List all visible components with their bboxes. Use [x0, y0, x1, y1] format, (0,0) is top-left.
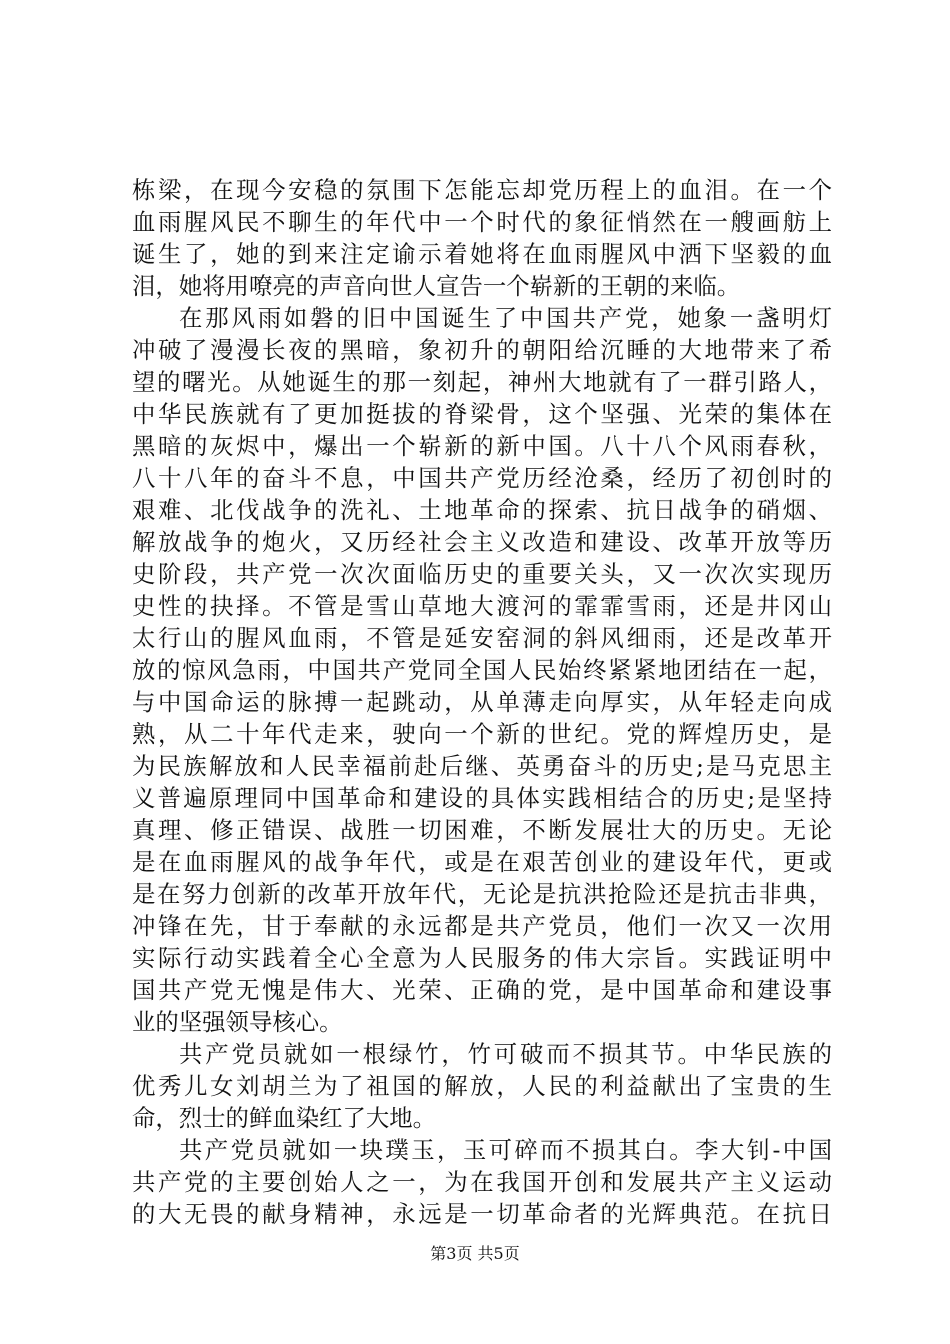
text-line: 共产党员就如一块璞玉，玉可碎而不损其白。李大钊-中国 — [179, 1136, 832, 1164]
text-line: 是在努力创新的改革开放年代，无论是抗洪抢险还是抗击非典， — [132, 880, 832, 908]
text-line: 诞生了，她的到来注定谕示着她将在血雨腥风中洒下坚毅的血 — [132, 240, 832, 268]
text-line: 是在血雨腥风的战争年代，或是在艰苦创业的建设年代，更或 — [132, 848, 832, 876]
text-line: 史性的抉择。不管是雪山草地大渡河的霏霏雪雨，还是井冈山 — [132, 592, 832, 620]
text-line: 八十八年的奋斗不息，中国共产党历经沧桑，经历了初创时的 — [132, 464, 832, 492]
text-line: 在那风雨如磐的旧中国诞生了中国共产党，她象一盏明灯 — [179, 304, 832, 332]
text-line: 黑暗的灰烬中，爆出一个崭新的新中国。八十八个风雨春秋， — [132, 432, 832, 460]
text-line: 实际行动实践着全心全意为人民服务的伟大宗旨。实践证明中 — [132, 944, 832, 972]
text-line: 与中国命运的脉搏一起跳动，从单薄走向厚实，从年轻走向成 — [132, 688, 832, 716]
text-line: 命，烈士的鲜血染红了大地。 — [132, 1104, 437, 1132]
text-line: 栋梁，在现今安稳的氛围下怎能忘却党历程上的血泪。在一个 — [132, 176, 832, 204]
text-line: 望的曙光。从她诞生的那一刻起，神州大地就有了一群引路人， — [132, 368, 832, 396]
text-line: 熟，从二十年代走来，驶向一个新的世纪。党的辉煌历史，是 — [132, 720, 832, 748]
text-line: 中华民族就有了更加挺拔的脊梁骨，这个坚强、光荣的集体在 — [132, 400, 832, 428]
text-line: 解放战争的炮火，又历经社会主义改造和建设、改革开放等历 — [132, 528, 832, 556]
text-line: 国共产党无愧是伟大、光荣、正确的党，是中国革命和建设事 — [132, 976, 832, 1004]
text-line: 放的惊风急雨，中国共产党同全国人民始终紧紧地团结在一起， — [132, 656, 832, 684]
text-line: 冲锋在先，甘于奉献的永远都是共产党员，他们一次又一次用 — [132, 912, 832, 940]
text-line: 冲破了漫漫长夜的黑暗，象初升的朝阳给沉睡的大地带来了希 — [132, 336, 832, 364]
text-line: 太行山的腥风血雨，不管是延安窑洞的斜风细雨，还是改革开 — [132, 624, 832, 652]
text-line: 业的坚强领导核心。 — [132, 1008, 343, 1036]
text-line: 共产党的主要创始人之一，为在我国开创和发展共产主义运动 — [132, 1168, 832, 1196]
text-line: 的大无畏的献身精神，永远是一切革命者的光辉典范。在抗日 — [132, 1200, 832, 1228]
document-body — [132, 174, 832, 1230]
text-line: 为民族解放和人民幸福前赴后继、英勇奋斗的历史;是马克思主 — [132, 752, 832, 780]
text-line: 泪，她将用嘹亮的声音向世人宣告一个崭新的王朝的来临。 — [132, 272, 741, 300]
text-line: 真理、修正错误、战胜一切困难，不断发展壮大的历史。无论 — [132, 816, 832, 844]
text-line: 优秀儿女刘胡兰为了祖国的解放，人民的利益献出了宝贵的生 — [132, 1072, 832, 1100]
text-line: 史阶段，共产党一次次面临历史的重要关头，又一次次实现历 — [132, 560, 832, 588]
page-footer: 第3页 共5页 — [430, 1244, 520, 1263]
text-line: 义普遍原理同中国革命和建设的具体实践相结合的历史;是坚持 — [132, 784, 832, 812]
text-line: 共产党员就如一根绿竹，竹可破而不损其节。中华民族的 — [179, 1040, 832, 1068]
text-line: 血雨腥风民不聊生的年代中一个时代的象征悄然在一艘画舫上 — [132, 208, 832, 236]
text-line: 艰难、北伐战争的洗礼、土地革命的探索、抗日战争的硝烟、 — [132, 496, 832, 524]
